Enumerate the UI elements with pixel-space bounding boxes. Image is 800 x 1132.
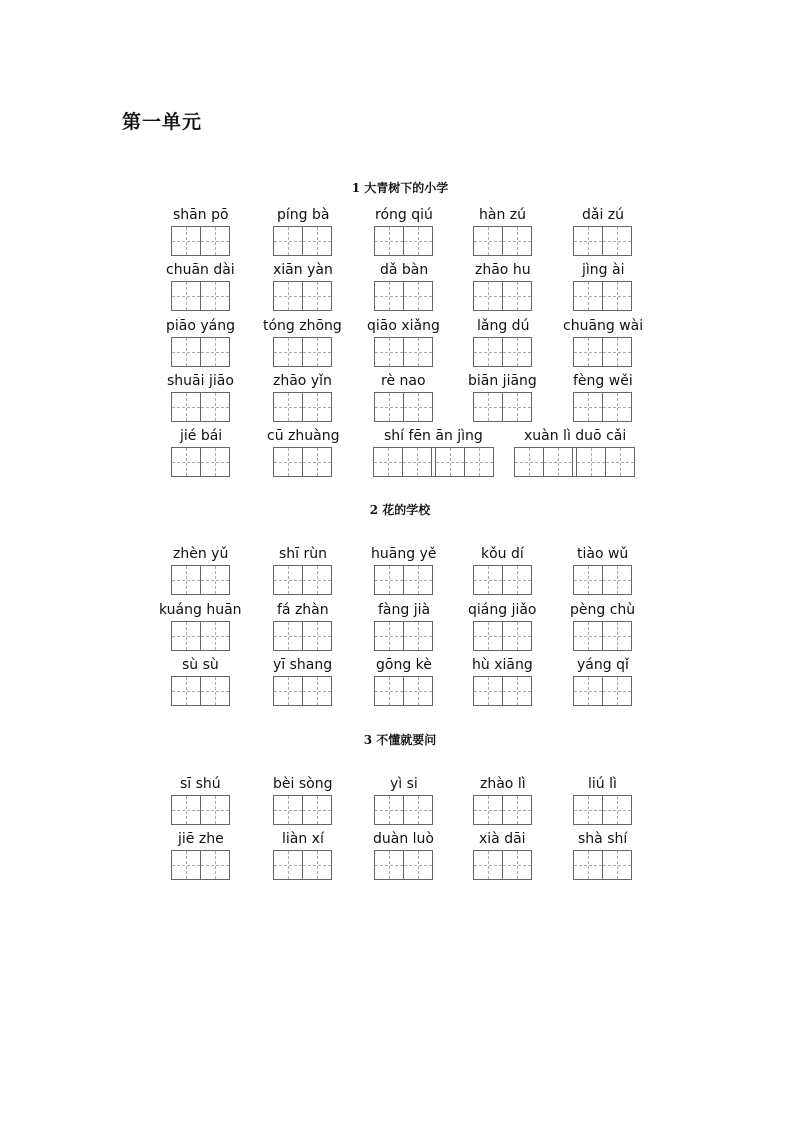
pinyin-label: xiān yàn	[273, 262, 333, 278]
character-box[interactable]	[172, 566, 201, 594]
character-box[interactable]	[274, 851, 303, 879]
pinyin-label: chuāng wài	[563, 318, 644, 334]
word-item	[473, 776, 531, 826]
character-box[interactable]	[465, 448, 493, 476]
character-box[interactable]	[603, 677, 631, 705]
character-box[interactable]	[375, 227, 404, 255]
word-item	[367, 318, 440, 368]
character-box[interactable]	[474, 622, 503, 650]
writing-grid[interactable]	[273, 281, 332, 311]
pinyin-label: fàng jià	[378, 602, 431, 618]
character-box[interactable]	[474, 566, 503, 594]
word-item	[273, 373, 331, 423]
word-item	[573, 831, 631, 881]
pinyin-label: qiāo xiǎng	[367, 318, 440, 334]
writing-grid[interactable]	[374, 676, 433, 706]
writing-grid[interactable]	[473, 392, 532, 422]
pinyin-label: biān jiāng	[468, 373, 537, 389]
word-item	[374, 207, 432, 257]
character-box[interactable]	[274, 796, 303, 824]
writing-grid[interactable]	[273, 392, 332, 422]
pinyin-label: kǒu dí	[481, 546, 524, 562]
pinyin-label: duàn luò	[373, 831, 434, 847]
word-item	[273, 546, 331, 596]
word-item	[273, 602, 331, 652]
writing-grid[interactable]	[374, 795, 433, 825]
pinyin-label: chuān dài	[166, 262, 235, 278]
writing-grid[interactable]	[171, 447, 230, 477]
writing-grid[interactable]	[374, 621, 433, 651]
character-box[interactable]	[404, 622, 432, 650]
word-item	[573, 262, 631, 312]
writing-grid[interactable]	[573, 392, 632, 422]
writing-grid[interactable]	[171, 337, 230, 367]
word-item	[167, 373, 234, 423]
writing-grid[interactable]	[473, 337, 532, 367]
character-box[interactable]	[375, 393, 404, 421]
pinyin-label: kuáng huān	[159, 602, 242, 618]
pinyin-label: xuàn lì duō cǎi	[524, 428, 627, 444]
word-item	[473, 546, 531, 596]
writing-grid[interactable]	[374, 565, 433, 595]
word-item	[263, 318, 342, 368]
writing-grid[interactable]	[573, 795, 632, 825]
character-box[interactable]	[574, 566, 603, 594]
word-item	[374, 776, 432, 826]
pinyin-label: shuāi jiāo	[167, 373, 234, 389]
word-item	[473, 657, 531, 707]
character-box[interactable]	[303, 338, 331, 366]
pinyin-label: hù xiāng	[472, 657, 533, 673]
pinyin-label: liàn xí	[282, 831, 324, 847]
word-item	[473, 318, 531, 368]
pinyin-label: cū zhuàng	[267, 428, 340, 444]
character-box[interactable]	[303, 282, 331, 310]
word-item	[374, 262, 432, 312]
writing-grid[interactable]	[473, 565, 532, 595]
writing-grid[interactable]	[171, 676, 230, 706]
pinyin-label: zhào lì	[480, 776, 526, 792]
pinyin-label: tóng zhōng	[263, 318, 342, 334]
writing-grid[interactable]	[473, 281, 532, 311]
character-box[interactable]	[274, 338, 303, 366]
character-box[interactable]	[201, 796, 229, 824]
character-box[interactable]	[303, 677, 331, 705]
character-box[interactable]	[172, 227, 201, 255]
character-box[interactable]	[274, 282, 303, 310]
writing-grid[interactable]	[171, 565, 230, 595]
writing-grid[interactable]	[273, 565, 332, 595]
writing-grid[interactable]	[573, 676, 632, 706]
writing-grid[interactable]	[573, 281, 632, 311]
word-item	[171, 428, 229, 478]
character-box[interactable]	[603, 796, 631, 824]
character-box[interactable]	[474, 282, 503, 310]
word-item	[171, 207, 229, 257]
character-box[interactable]	[574, 796, 603, 824]
character-box[interactable]	[375, 622, 404, 650]
character-box[interactable]	[404, 227, 432, 255]
character-box[interactable]	[603, 282, 631, 310]
character-box[interactable]	[274, 566, 303, 594]
pinyin-label: sù sù	[182, 657, 219, 673]
pinyin-label: yáng qǐ	[577, 657, 629, 673]
character-box[interactable]	[503, 796, 531, 824]
character-box[interactable]	[503, 566, 531, 594]
character-box[interactable]	[303, 227, 331, 255]
word-item	[573, 657, 631, 707]
pinyin-label: huāng yě	[371, 546, 437, 562]
character-box[interactable]	[503, 338, 531, 366]
character-box[interactable]	[474, 851, 503, 879]
character-box[interactable]	[274, 448, 303, 476]
character-box[interactable]	[201, 282, 229, 310]
pinyin-label: dǎ bàn	[380, 262, 429, 278]
writing-grid[interactable]	[273, 850, 332, 880]
writing-grid[interactable]	[273, 621, 332, 651]
character-box[interactable]	[274, 677, 303, 705]
character-box[interactable]	[172, 851, 201, 879]
character-box[interactable]	[172, 282, 201, 310]
character-box[interactable]	[603, 566, 631, 594]
character-box[interactable]	[403, 448, 432, 476]
pinyin-label: liú lì	[588, 776, 617, 792]
word-item	[166, 262, 235, 312]
word-item	[473, 207, 531, 257]
word-item	[273, 657, 331, 707]
character-box[interactable]	[375, 338, 404, 366]
character-box[interactable]	[274, 227, 303, 255]
character-box[interactable]	[606, 448, 634, 476]
character-box[interactable]	[603, 393, 631, 421]
pinyin-label: jié bái	[180, 428, 223, 444]
character-box[interactable]	[201, 448, 229, 476]
section-title: 2 花的学校	[369, 503, 431, 517]
character-box[interactable]	[503, 393, 531, 421]
writing-grid[interactable]	[374, 392, 433, 422]
pinyin-label: yì si	[390, 776, 418, 792]
pinyin-label: jìng ài	[582, 262, 625, 278]
character-box[interactable]	[574, 393, 603, 421]
character-box[interactable]	[404, 393, 432, 421]
word-item	[273, 831, 331, 881]
writing-grid[interactable]	[374, 226, 433, 256]
writing-grid[interactable]	[473, 676, 532, 706]
word-item	[473, 262, 531, 312]
character-box[interactable]	[404, 566, 432, 594]
character-box[interactable]	[404, 282, 432, 310]
word-item	[468, 602, 537, 652]
character-box[interactable]	[201, 677, 229, 705]
word-item	[171, 657, 229, 707]
character-box[interactable]	[544, 448, 573, 476]
word-item	[374, 831, 432, 881]
character-box[interactable]	[303, 393, 331, 421]
word-item	[374, 373, 432, 423]
character-box[interactable]	[474, 677, 503, 705]
character-box[interactable]	[603, 338, 631, 366]
character-box[interactable]	[603, 227, 631, 255]
writing-grid[interactable]	[273, 676, 332, 706]
character-box[interactable]	[404, 796, 432, 824]
writing-grid[interactable]	[171, 226, 230, 256]
writing-grid[interactable]	[374, 281, 433, 311]
pinyin-label: shī rùn	[279, 546, 328, 562]
character-box[interactable]	[515, 448, 544, 476]
pinyin-label: tiào wǔ	[577, 546, 629, 562]
character-box[interactable]	[404, 338, 432, 366]
character-box[interactable]	[303, 622, 331, 650]
word-item	[514, 428, 630, 478]
character-box[interactable]	[375, 851, 404, 879]
pinyin-label: shà shí	[578, 831, 628, 847]
pinyin-label: hàn zú	[479, 207, 526, 223]
word-item	[473, 831, 531, 881]
character-box[interactable]	[503, 851, 531, 879]
word-item	[373, 428, 489, 478]
character-box[interactable]	[603, 851, 631, 879]
word-item	[374, 657, 432, 707]
word-item	[563, 318, 644, 368]
character-box[interactable]	[274, 622, 303, 650]
word-item	[374, 602, 432, 652]
section-title: 1 大青树下的小学	[351, 181, 449, 195]
character-box[interactable]	[374, 448, 403, 476]
character-box[interactable]	[503, 282, 531, 310]
pinyin-label: piāo yáng	[166, 318, 235, 334]
writing-grid[interactable]	[473, 795, 532, 825]
word-item	[570, 602, 636, 652]
writing-grid[interactable]	[473, 226, 532, 256]
word-item	[166, 318, 235, 368]
character-box[interactable]	[436, 448, 465, 476]
writing-grid[interactable]	[273, 447, 332, 477]
character-box[interactable]	[574, 677, 603, 705]
character-box[interactable]	[503, 677, 531, 705]
character-box[interactable]	[474, 796, 503, 824]
word-item	[171, 546, 229, 596]
writing-grid[interactable]	[171, 281, 230, 311]
writing-grid[interactable]	[573, 850, 632, 880]
writing-grid[interactable]	[171, 392, 230, 422]
pinyin-label: sī shú	[180, 776, 221, 792]
character-box[interactable]	[375, 566, 404, 594]
pinyin-label: róng qiú	[375, 207, 433, 223]
pinyin-label: bèi sòng	[273, 776, 333, 792]
pinyin-label: lǎng dú	[477, 318, 530, 334]
character-box[interactable]	[375, 282, 404, 310]
character-box[interactable]	[404, 851, 432, 879]
word-item	[171, 776, 229, 826]
character-box[interactable]	[577, 448, 606, 476]
pinyin-label: dǎi zú	[582, 207, 625, 223]
character-box[interactable]	[404, 677, 432, 705]
word-item	[273, 262, 331, 312]
character-box[interactable]	[574, 622, 603, 650]
writing-grid[interactable]	[374, 850, 433, 880]
character-box[interactable]	[503, 227, 531, 255]
writing-grid[interactable]	[171, 621, 230, 651]
character-box[interactable]	[172, 393, 201, 421]
pinyin-label: rè nao	[381, 373, 426, 389]
pinyin-label: fèng wěi	[573, 373, 633, 389]
word-item	[273, 776, 331, 826]
word-item	[573, 776, 631, 826]
writing-grid[interactable]	[573, 621, 632, 651]
pinyin-label: píng bà	[277, 207, 330, 223]
word-item	[371, 546, 437, 596]
pinyin-label: pèng chù	[570, 602, 636, 618]
writing-grid[interactable]	[374, 337, 433, 367]
character-box[interactable]	[201, 622, 229, 650]
word-item	[573, 207, 631, 257]
character-box[interactable]	[172, 796, 201, 824]
writing-grid[interactable]	[473, 621, 532, 651]
word-item	[171, 831, 229, 881]
pinyin-label: xià dāi	[479, 831, 526, 847]
character-box[interactable]	[303, 796, 331, 824]
word-item	[159, 602, 242, 652]
writing-grid[interactable]	[273, 795, 332, 825]
character-box[interactable]	[172, 677, 201, 705]
character-box[interactable]	[201, 851, 229, 879]
character-box[interactable]	[201, 393, 229, 421]
character-box[interactable]	[375, 677, 404, 705]
section-title: 3 不懂就要问	[363, 733, 437, 747]
pinyin-label: zhāo hu	[475, 262, 531, 278]
unit-title: 第一单元	[122, 111, 203, 133]
writing-grid[interactable]	[473, 850, 532, 880]
pinyin-label: shān pō	[173, 207, 229, 223]
writing-grid[interactable]	[514, 447, 635, 477]
character-box[interactable]	[172, 338, 201, 366]
character-box[interactable]	[375, 796, 404, 824]
writing-grid[interactable]	[573, 337, 632, 367]
writing-grid[interactable]	[573, 565, 632, 595]
character-box[interactable]	[201, 227, 229, 255]
pinyin-label: yī shang	[273, 657, 333, 673]
character-box[interactable]	[474, 227, 503, 255]
character-box[interactable]	[574, 282, 603, 310]
writing-grid[interactable]	[171, 795, 230, 825]
character-box[interactable]	[474, 338, 503, 366]
character-box[interactable]	[303, 851, 331, 879]
character-box[interactable]	[574, 338, 603, 366]
writing-grid[interactable]	[171, 850, 230, 880]
character-box[interactable]	[274, 393, 303, 421]
character-box[interactable]	[574, 851, 603, 879]
character-box[interactable]	[303, 566, 331, 594]
character-box[interactable]	[172, 448, 201, 476]
character-box[interactable]	[603, 622, 631, 650]
writing-grid[interactable]	[273, 226, 332, 256]
pinyin-label: jiē zhe	[178, 831, 224, 847]
pinyin-label: fá zhàn	[277, 602, 329, 618]
pinyin-label: zhèn yǔ	[173, 546, 229, 562]
writing-grid[interactable]	[273, 337, 332, 367]
character-box[interactable]	[574, 227, 603, 255]
word-item	[273, 207, 331, 257]
character-box[interactable]	[201, 338, 229, 366]
character-box[interactable]	[503, 622, 531, 650]
character-box[interactable]	[172, 622, 201, 650]
character-box[interactable]	[201, 566, 229, 594]
character-box[interactable]	[474, 393, 503, 421]
pinyin-label: zhāo yǐn	[273, 373, 332, 389]
writing-grid[interactable]	[573, 226, 632, 256]
word-item	[573, 546, 631, 596]
word-item	[267, 428, 340, 478]
pinyin-label: gōng kè	[376, 657, 432, 673]
writing-grid[interactable]	[373, 447, 494, 477]
character-box[interactable]	[303, 448, 331, 476]
pinyin-label: shí fēn ān jìng	[384, 428, 483, 444]
word-item	[573, 373, 631, 423]
pinyin-label: qiáng jiǎo	[468, 602, 537, 618]
word-item	[468, 373, 537, 423]
